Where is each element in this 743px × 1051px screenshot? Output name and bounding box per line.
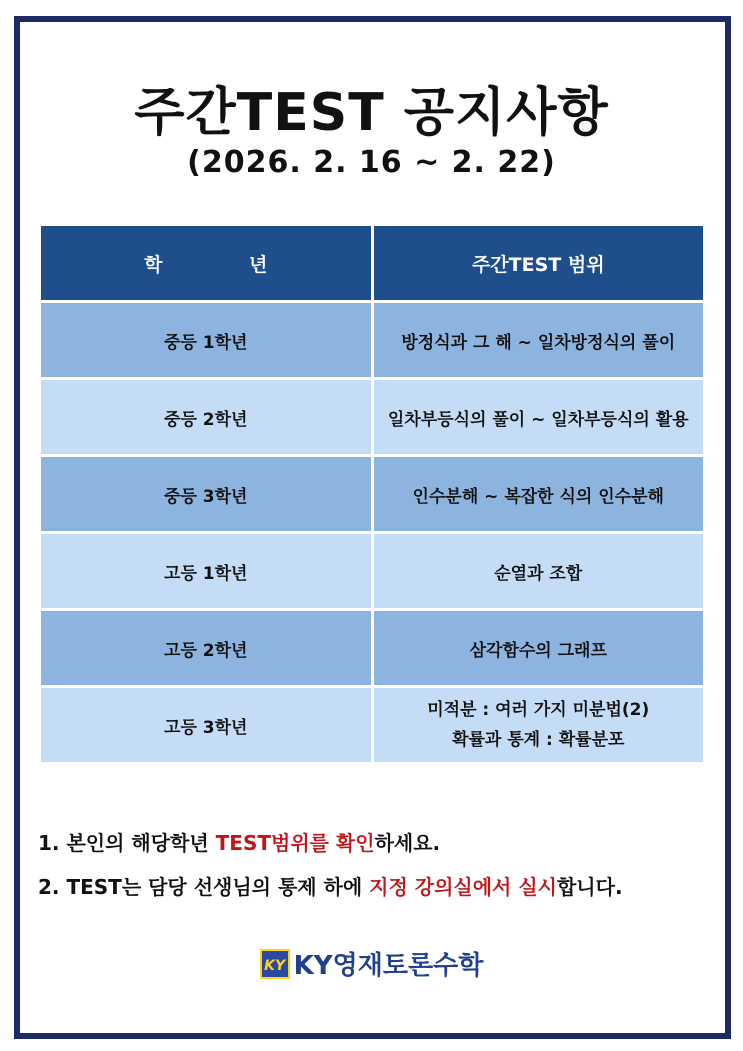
range-cell: 일차부등식의 풀이 ~ 일차부등식의 활용 — [372, 379, 705, 456]
range-cell: 순열과 조합 — [372, 533, 705, 610]
note-highlight: 지정 강의실에서 실시 — [369, 875, 557, 899]
range-line: 미적분 : 여러 가지 미분법(2) — [427, 700, 650, 720]
note-2 — [38, 869, 623, 913]
grade-column-header: 학 년 — [40, 225, 373, 302]
range-cell: 삼각함수의 그래프 — [372, 610, 705, 687]
date-range: (2026. 2. 16 ~ 2. 22) — [187, 145, 556, 180]
grade-cell: 고등 1학년 — [40, 533, 373, 610]
grade-cell: 중등 3학년 — [40, 456, 373, 533]
note-highlight: TEST범위를 확인 — [215, 831, 375, 855]
table-row — [40, 610, 705, 687]
note-text: 1. 본인의 해당학년 — [38, 831, 216, 855]
range-column-header: 주간TEST 범위 — [372, 225, 705, 302]
note-text: 2. TEST는 담당 선생님의 통제 하에 — [38, 875, 370, 899]
table-row — [40, 456, 705, 533]
notes — [38, 825, 623, 913]
range-cell — [372, 687, 705, 764]
range-cell: 인수분해 ~ 복잡한 식의 인수분해 — [372, 456, 705, 533]
table-row — [40, 379, 705, 456]
table-row — [40, 302, 705, 379]
ky-badge-icon: KY — [260, 949, 290, 979]
note-text: 하세요. — [374, 831, 441, 855]
grade-cell: 중등 1학년 — [40, 302, 373, 379]
note-text: 합니다. — [556, 875, 623, 899]
test-range-table — [38, 223, 706, 765]
table-row — [40, 687, 705, 764]
note-1 — [38, 825, 623, 869]
range-cell: 방정식과 그 해 ~ 일차방정식의 풀이 — [372, 302, 705, 379]
table-header-row — [40, 225, 705, 302]
grade-cell: 고등 3학년 — [40, 687, 373, 764]
academy-name: KY영재토론수학 — [293, 951, 484, 981]
grade-cell: 고등 2학년 — [40, 610, 373, 687]
range-line: 확률과 통계 : 확률분포 — [452, 730, 625, 750]
table-row — [40, 533, 705, 610]
page-title: 주간TEST 공지사항 — [134, 83, 609, 143]
grade-cell: 중등 2학년 — [40, 379, 373, 456]
academy-logo — [0, 945, 743, 982]
